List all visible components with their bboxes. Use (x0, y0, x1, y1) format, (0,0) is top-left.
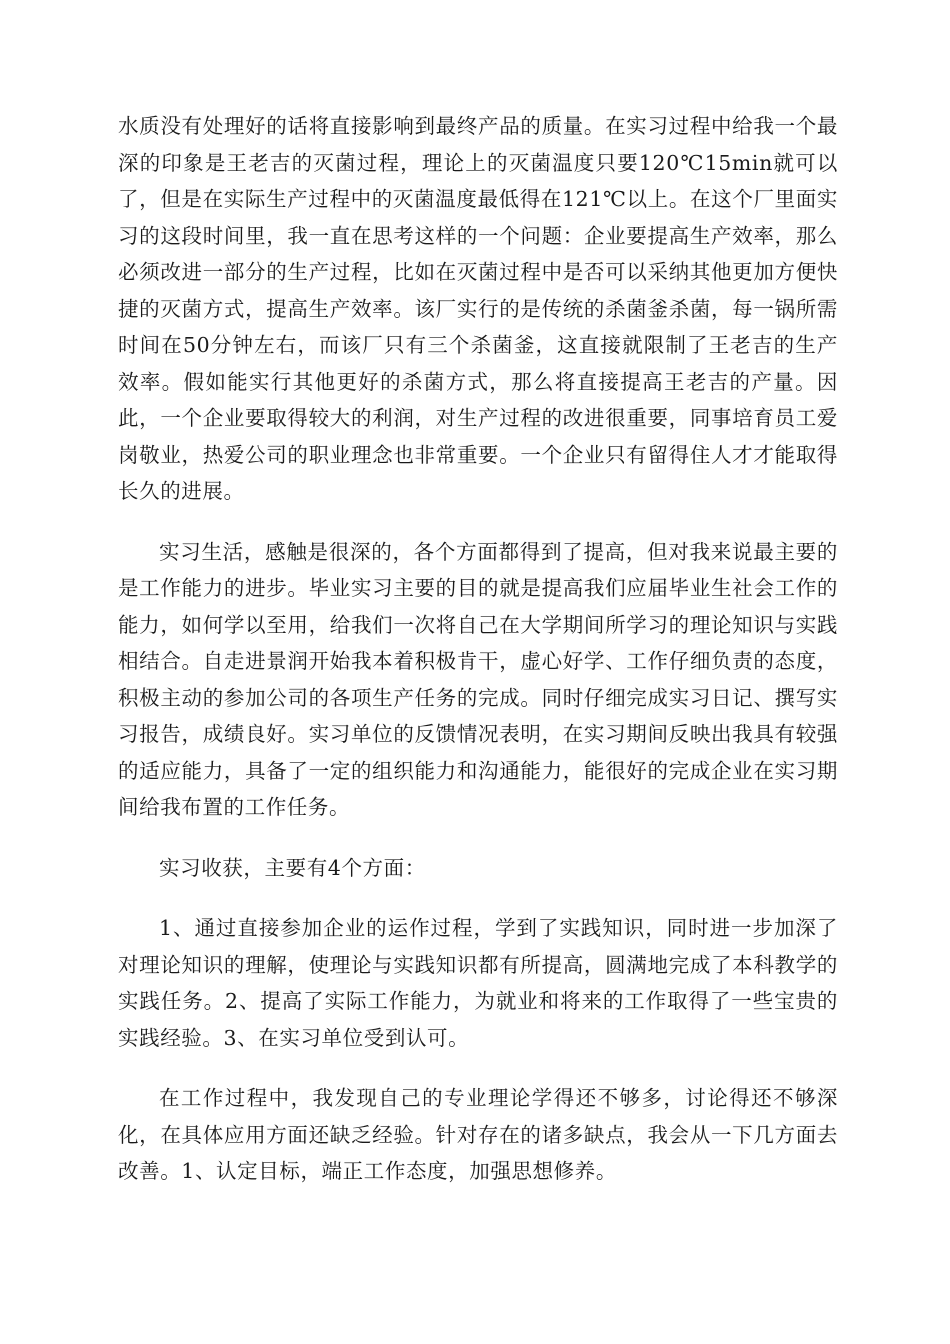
paragraph-sterilization: 水质没有处理好的话将直接影响到最终产品的质量。在实习过程中给我一个最深的印象是王老吉的灭菌过程，理论上的灭菌温度只要120℃15min就可以了，但是在实际生产过程中的灭菌温度最低得在121℃以上。在这个厂里面实习的这段时间里，我一直在思考这样的一个问题：企业要提高生产效率，那么必须改进一部分的生产过程，比如在灭菌过程中是否可以采纳其他更加方便快捷的灭菌方式，提高生产效率。该厂实行的是传统的杀菌釜杀菌，每一锅所需时间在50分钟左右，而该厂只有三个杀菌釜，这直接就限制了王老吉的生产效率。假如能实行其他更好的杀菌方式，那么将直接提高王老吉的产量。因此，一个企业要取得较大的利润，对生产过程的改进很重要，同事培育员工爱岗敬业，热爱公司的职业理念也非常重要。一个企业只有留得住人才才能取得长久的进展。 (118, 114, 838, 503)
document-body (118, 108, 838, 1214)
paragraph-gains-list: 1、通过直接参加企业的运作过程，学到了实践知识，同时进一步加深了对理论知识的理解，使理论与实践知识都有所提高，圆满地完成了本科教学的实践任务。2、提高了实际工作能力，为就业和将来的工作取得了一些宝贵的实践经验。3、在实习单位受到认可。 (118, 916, 838, 1050)
paragraph-improvement: 在工作过程中，我发现自己的专业理论学得还不够多，讨论得还不够深化，在具体应用方面还缺乏经验。针对存在的诸多缺点，我会从一下几方面去改善。1、认定目标，端正工作态度，加强思想修养。 (118, 1086, 838, 1183)
paragraph-internship-life: 实习生活，感触是很深的，各个方面都得到了提高，但对我来说最主要的是工作能力的进步。毕业实习主要的目的就是提高我们应届毕业生社会工作的能力，如何学以至用，给我们一次将自己在大学期间所学习的理论知识与实践相结合。自走进景润开始我本着积极肯干，虚心好学、工作仔细负责的态度，积极主动的参加公司的各项生产任务的完成。同时仔细完成实习日记、撰写实习报告，成绩良好。实习单位的反馈情况表明，在实习期间反映出我具有较强的适应能力，具备了一定的组织能力和沟通能力，能很好的完成企业在实习期间给我布置的工作任务。 (118, 539, 838, 819)
paragraph-gains-intro: 实习收获，主要有4个方面： (159, 855, 426, 880)
